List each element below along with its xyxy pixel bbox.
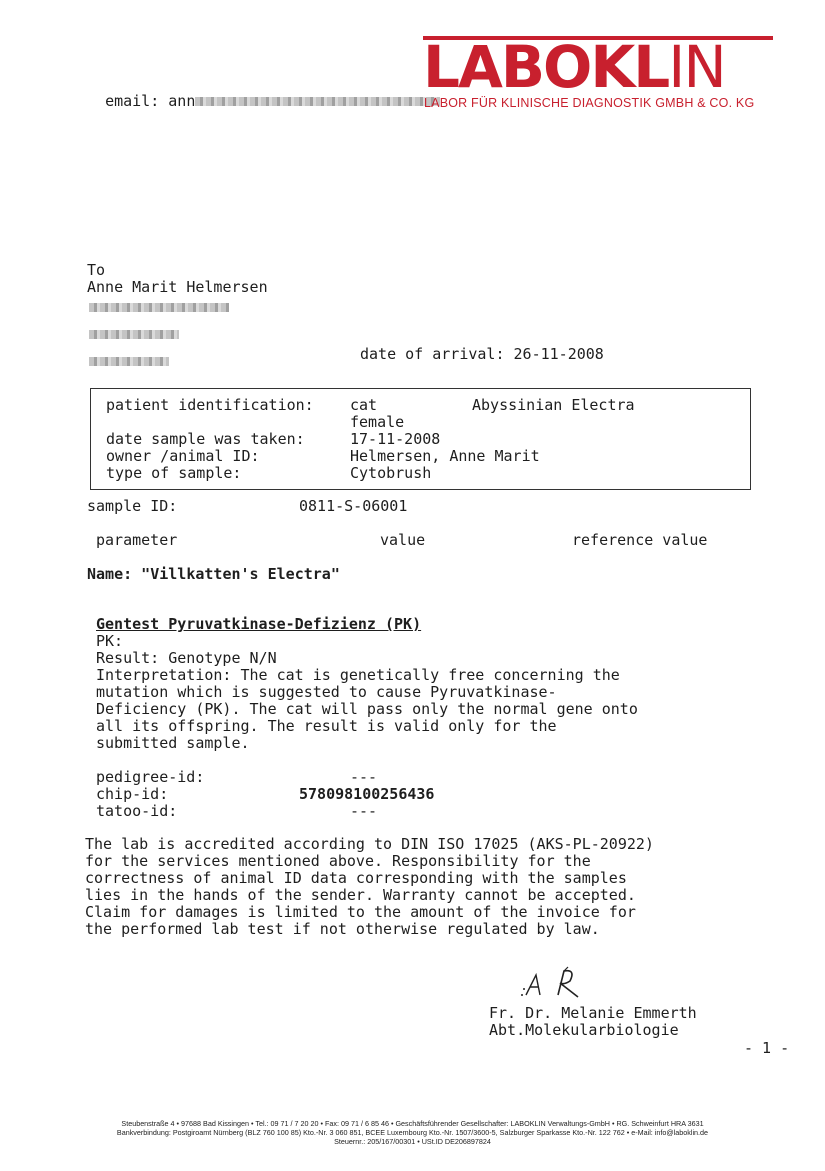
tatoo-id-value: --- — [350, 802, 378, 820]
column-reference-value: reference value — [572, 531, 708, 549]
date-sample-label: date sample was taken: — [106, 430, 305, 448]
species-value: cat — [350, 396, 378, 414]
interpretation-line: Deficiency (PK). The cat will pass only the normal gene onto — [96, 700, 638, 718]
address-line-1-redacted — [89, 303, 229, 312]
address-line-3-redacted — [89, 357, 169, 366]
owner-value: Helmersen, Anne Marit — [350, 447, 540, 465]
animal-name: Name: "Villkatten's Electra" — [87, 565, 340, 583]
date-of-arrival: date of arrival: 26-11-2008 — [360, 345, 604, 363]
sample-id-label: sample ID: — [87, 497, 178, 515]
interpretation-line: mutation which is suggested to cause Pyruvatkinase- — [96, 683, 557, 701]
footer-line: Steubenstraße 4 • 97688 Bad Kissingen • Tel.: 09 71 / 7 20 20 • Fax: 09 71 / 6 85 46 • Geschäftsführender Gesellschafter: LABOKLIN Verwaltungs-GmbH • RG. Schweinfurt HRA 3631 — [121, 1119, 704, 1128]
disclaimer-line: The lab is accredited according to DIN ISO 17025 (AKS-PL-20922) — [85, 835, 654, 853]
disclaimer-line: lies in the hands of the sender. Warranty cannot be accepted. — [85, 886, 636, 904]
interpretation-line: submitted sample. — [96, 734, 250, 752]
tatoo-id-label: tatoo-id: — [96, 802, 178, 820]
disclaimer-line: correctness of animal ID data corresponding with the samples — [85, 869, 627, 887]
logo-text-thin: IN — [668, 33, 725, 101]
interpretation-line: all its offspring. The result is valid only for the — [96, 717, 557, 735]
disclaimer-line: the performed lab test if not otherwise regulated by law. — [85, 920, 600, 938]
logo-wordmark — [423, 33, 725, 101]
patient-identification-label: patient identification: — [106, 396, 314, 414]
recipient-address-redacted — [89, 297, 229, 370]
breed-name-value: Abyssinian Electra — [472, 396, 635, 414]
type-of-sample-label: type of sample: — [106, 464, 242, 482]
interpretation-line: Interpretation: The cat is genetically free concerning the — [96, 666, 620, 684]
address-line-2-redacted — [89, 330, 179, 339]
email-redacted — [195, 97, 440, 106]
date-sample-value: 17-11-2008 — [350, 430, 441, 448]
signatory-name: Fr. Dr. Melanie Emmerth — [489, 1004, 697, 1022]
email-line — [87, 76, 440, 110]
logo-text-bold: LABOKL — [423, 33, 669, 101]
test-pk: PK: — [96, 632, 124, 650]
to-label: To — [87, 261, 106, 279]
recipient-name: Anne Marit Helmersen — [87, 278, 268, 296]
chip-id-label: chip-id: — [96, 785, 169, 803]
column-parameter: parameter — [96, 531, 178, 549]
column-value: value — [380, 531, 426, 549]
footer-line: Steuernr.: 205/167/00301 • USt.ID DE206897824 — [334, 1137, 491, 1146]
type-of-sample-value: Cytobrush — [350, 464, 432, 482]
signatory-department: Abt.Molekularbiologie — [489, 1021, 679, 1039]
chip-id-value: 578098100256436 — [299, 785, 435, 803]
disclaimer-line: for the services mentioned above. Responsibility for the — [85, 852, 591, 870]
page-number: - 1 - — [744, 1039, 790, 1057]
logo-subtitle: LABOR FÜR KLINISCHE DIAGNOSTIK GMBH & CO. KG — [424, 96, 755, 110]
sex-value: female — [350, 413, 405, 431]
laboklin-logo — [423, 33, 788, 116]
pedigree-id-label: pedigree-id: — [96, 768, 205, 786]
pedigree-id-value: --- — [350, 768, 378, 786]
footer — [0, 1119, 825, 1146]
test-result: Result: Genotype N/N — [96, 649, 277, 667]
owner-label: owner /animal ID: — [106, 447, 260, 465]
test-title: Gentest Pyruvatkinase-Defizienz (PK) — [96, 615, 422, 633]
footer-line: Bankverbindung: Postgiroamt Nürnberg (BLZ 760 100 85) Kto.-Nr. 3 060 851, BCEE Luxembourg Kto.-Nr. 1507/3600-5, Salzburger Sparkasse Kto.-Nr. 122 762 • e-Mail: info@laboklin.de — [116, 1128, 709, 1137]
email-label: email: ann — [105, 92, 196, 110]
sample-id-value: 0811-S-06001 — [299, 497, 408, 515]
disclaimer-line: Claim for damages is limited to the amount of the invoice for — [85, 903, 636, 921]
handwritten-signature — [520, 965, 590, 1005]
